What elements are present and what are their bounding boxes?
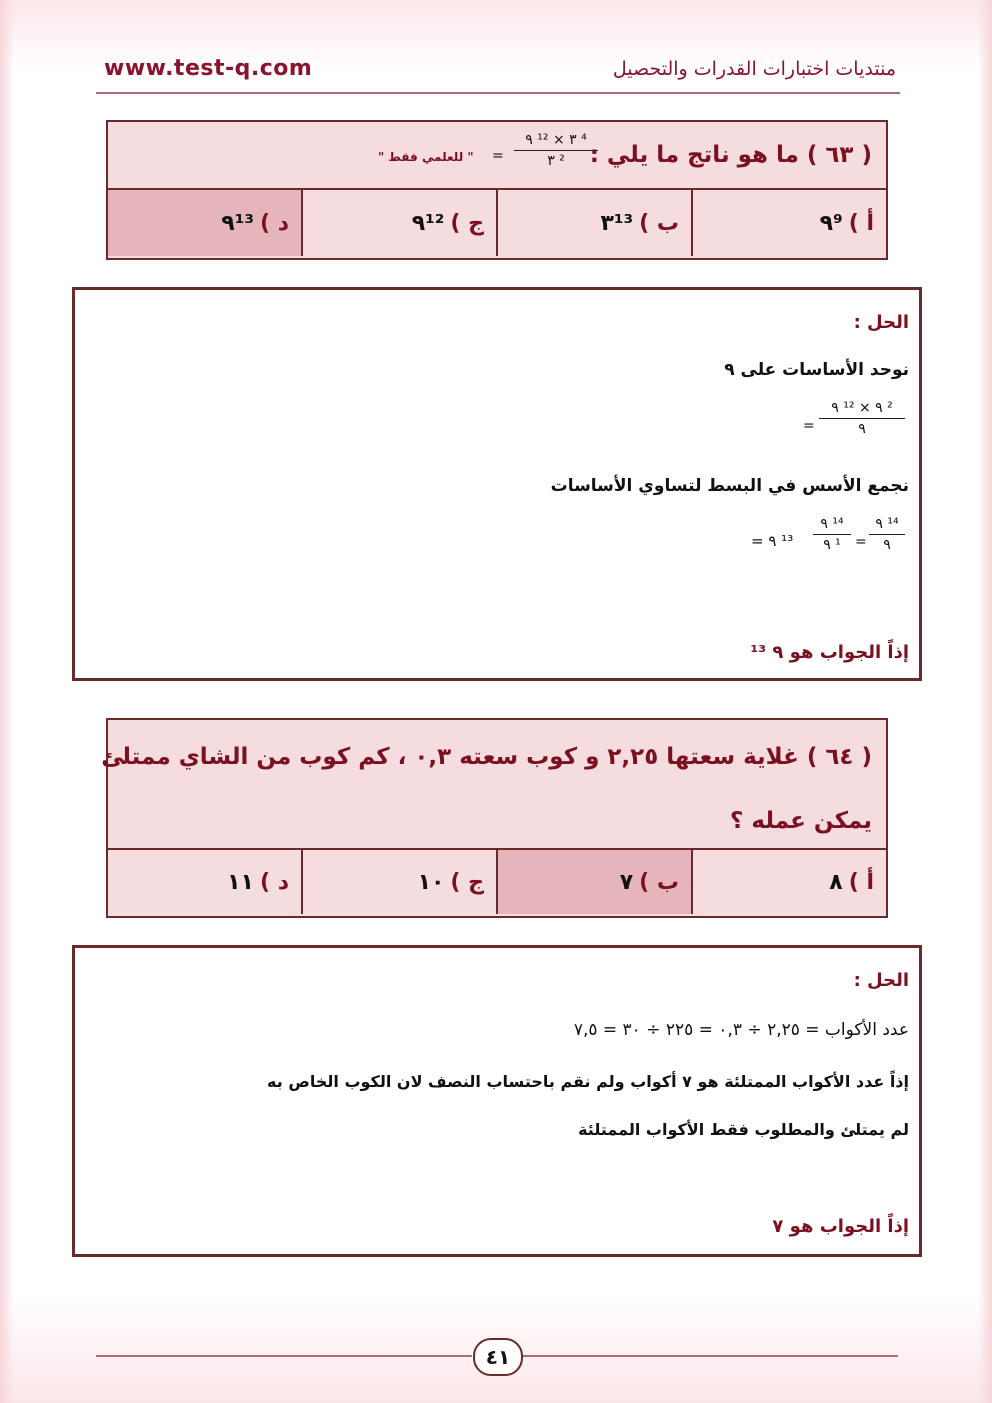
question-63-denominator: ٣ ²	[547, 153, 565, 169]
solution-63-fraction1	[819, 400, 905, 437]
option-c-value: ٩¹²	[411, 210, 445, 236]
question-63-fraction	[514, 132, 598, 169]
option-a-value: ٩⁹	[819, 210, 843, 236]
question-64-stem-line2: يمكن عمله ؟	[730, 808, 872, 834]
solution-63-fraction3-denominator: ٩ ¹	[823, 537, 841, 553]
solution-64-line3: لم يمتلئ والمطلوب فقط الأكواب الممتلئة	[578, 1120, 909, 1139]
solution-63-line2: نجمع الأسس في البسط لتساوي الأساسات	[550, 476, 909, 496]
page-number: ٤١	[473, 1338, 523, 1376]
question-64-options	[108, 850, 886, 914]
option-c-label: ج )	[450, 210, 484, 236]
q64-option-c[interactable]	[301, 850, 496, 914]
footer-line-left	[96, 1355, 472, 1357]
question-64-box	[101, 718, 888, 918]
solution-63-equals2: =	[855, 534, 867, 550]
forum-title: منتديات اختبارات القدرات والتحصيل	[612, 58, 896, 80]
solution-63-fraction2	[869, 516, 905, 553]
solution-63-equals1: =	[803, 418, 815, 434]
solution-63-fraction2-denominator: ٩	[883, 537, 891, 553]
q64-option-a-value: ٨	[829, 869, 843, 895]
q64-option-a[interactable]	[691, 850, 886, 914]
q64-option-c-value: ١٠	[417, 869, 445, 895]
solution-64-line1: عدد الأكواب = ٢,٢٥ ÷ ٠,٣ = ٢٢٥ ÷ ٣٠ = ٧,٥	[573, 1020, 909, 1040]
question-64-text1: غلاية سعتها ٢,٢٥ و كوب سعته ٠,٣ ، كم كوب من الشاي ممتلئ	[101, 744, 799, 770]
solution-64-line2: إذاً عدد الأكواب الممتلئة هو ٧ أكواب ولم نقم باحتساب النصف لان الكوب الخاص به	[267, 1072, 909, 1091]
solution-63-fraction2-numerator: ٩ ¹⁴	[869, 516, 905, 535]
q64-option-b-correct[interactable]	[496, 850, 691, 914]
q64-option-d-value: ١١	[227, 869, 254, 895]
question-63-numerator: ٩ ¹² × ٣ ⁴	[514, 132, 598, 151]
header-divider	[96, 92, 900, 94]
question-63-box	[106, 120, 888, 260]
solution-63-heading: الحل :	[853, 312, 909, 333]
solution-64-heading: الحل :	[853, 970, 909, 991]
q64-option-d-label: د )	[259, 869, 289, 895]
solution-63-fraction1-numerator: ٩ ¹² × ٩ ²	[819, 400, 905, 419]
question-63-options	[108, 190, 886, 256]
option-b[interactable]	[496, 190, 691, 256]
solution-63-fraction3-numerator: ٩ ¹⁴	[813, 516, 851, 535]
q64-option-d[interactable]	[108, 850, 301, 914]
solution-63-fraction3	[813, 516, 851, 553]
option-a-label: أ )	[848, 210, 874, 236]
option-d-value: ٩¹³	[221, 210, 254, 236]
solution-64-box	[72, 945, 922, 1257]
q64-option-b-value: ٧	[619, 869, 634, 895]
solution-64-answer: إذاً الجواب هو ٧	[772, 1216, 909, 1237]
option-b-value: ٣¹³	[600, 210, 634, 236]
left-edge-decoration	[0, 0, 14, 1403]
solution-63-fraction1-denominator: ٩	[858, 421, 866, 437]
question-64-stem-line1	[101, 744, 872, 770]
q64-option-c-label: ج )	[450, 869, 484, 895]
right-edge-decoration	[978, 0, 992, 1403]
q64-option-a-label: أ )	[848, 869, 874, 895]
option-d-label: د )	[259, 210, 289, 236]
question-63-equals: =	[492, 148, 504, 164]
solution-63-box	[72, 287, 922, 681]
question-64-number: ( ٦٤ )	[806, 744, 872, 770]
question-63-stem	[590, 142, 872, 168]
option-d-correct[interactable]	[108, 190, 301, 256]
solution-63-answer: إذاً الجواب هو ٩ ¹³	[750, 642, 909, 663]
site-url: www.test-q.com	[104, 56, 313, 81]
solution-63-line1: نوحد الأساسات على ٩	[724, 360, 909, 380]
q64-option-b-label: ب )	[639, 869, 679, 895]
question-63-number: ( ٦٣ )	[806, 142, 872, 168]
solution-63-result: = ٩ ¹³	[751, 532, 794, 550]
option-c[interactable]	[301, 190, 496, 256]
option-b-label: ب )	[639, 210, 679, 236]
footer-line-right	[520, 1355, 898, 1357]
option-a[interactable]	[691, 190, 886, 256]
question-63-text: ما هو ناتج ما يلي :	[589, 142, 799, 168]
question-63-note: " للعلمي فقط "	[378, 150, 474, 164]
